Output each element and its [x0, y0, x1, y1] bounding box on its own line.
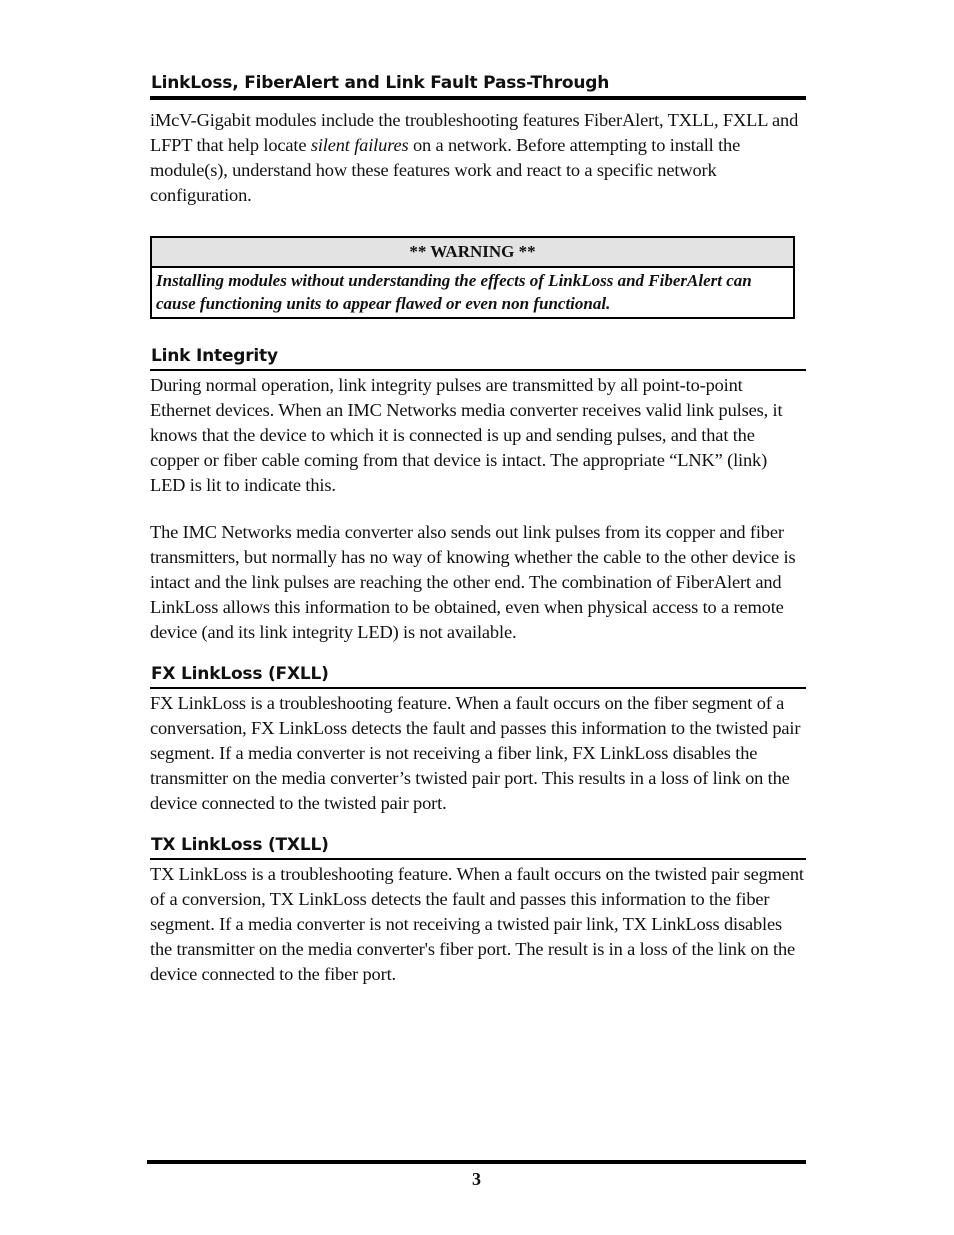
section-rule: [150, 369, 806, 371]
section-rule: [150, 687, 806, 689]
warning-body: Installing modules without understanding the effects of LinkLoss and FiberAlert can cause functioning units to appear flawed or even non functional.: [156, 271, 752, 313]
intro-text-start: iMcV-Gigabit modules include the troubleshooting features FiberAlert, TXLL, FXLL and LFPT that help locate: [150, 110, 799, 155]
section-heading: Link Integrity: [151, 346, 278, 366]
intro-paragraph: [150, 108, 806, 208]
section-link-integrity: [150, 345, 806, 645]
intro-emphasis: silent failures: [310, 135, 409, 155]
section-heading: FX LinkLoss (FXLL): [151, 664, 329, 684]
main-heading: LinkLoss, FiberAlert and Link Fault Pass-Through: [151, 73, 610, 93]
section-tx-linkloss: [150, 834, 806, 987]
main-heading-rule: [150, 96, 806, 100]
intro-text-end: on a network. Before attempting to install the module(s), understand how these features work and react to a specific network configuration.: [150, 135, 741, 205]
footer-rule: [147, 1160, 806, 1164]
section-fx-linkloss: [150, 663, 806, 816]
section-paragraph: The IMC Networks media converter also sends out link pulses from its copper and fiber transmitters, but normally has no way of knowing whether the cable to the other device is intact and the link pulses are reaching the other end. The combination of FiberAlert and LinkLoss allows this information to be obtained, even when physical access to a remote device (and its link integrity LED) is not available.: [150, 522, 796, 642]
section-paragraph: TX LinkLoss is a troubleshooting feature. When a fault occurs on the twisted pair segment of a conversion, TX LinkLoss detects the fault and passes this information to the fiber segment. If a media converter is not receiving a twisted pair link, TX LinkLoss disables the transmitter on the media converter's fiber port. The result is in a loss of the link on the device connected to the fiber port.: [150, 864, 804, 984]
section-heading: TX LinkLoss (TXLL): [151, 835, 329, 855]
page-number: 3: [472, 1169, 481, 1189]
section-paragraph: FX LinkLoss is a troubleshooting feature. When a fault occurs on the fiber segment of a conversation, FX LinkLoss detects the fault and passes this information to the twisted pair segment. If a media converter is not receiving a fiber link, FX LinkLoss disables the transmitter on the media converter’s twisted pair port. This results in a loss of link on the device connected to the twisted pair port.: [150, 693, 801, 813]
section-paragraph: During normal operation, link integrity pulses are transmitted by all point-to-point Ethernet devices. When an IMC Networks media converter receives valid link pulses, it knows that the device to which it is connected is up and sending pulses, and that the copper or fiber cable coming from that device is intact. The appropriate “LNK” (link) LED is lit to indicate this.: [150, 375, 783, 495]
warning-box: [150, 236, 795, 319]
warning-title: ** WARNING **: [152, 238, 793, 268]
page-content: [150, 72, 806, 987]
section-rule: [150, 858, 806, 860]
